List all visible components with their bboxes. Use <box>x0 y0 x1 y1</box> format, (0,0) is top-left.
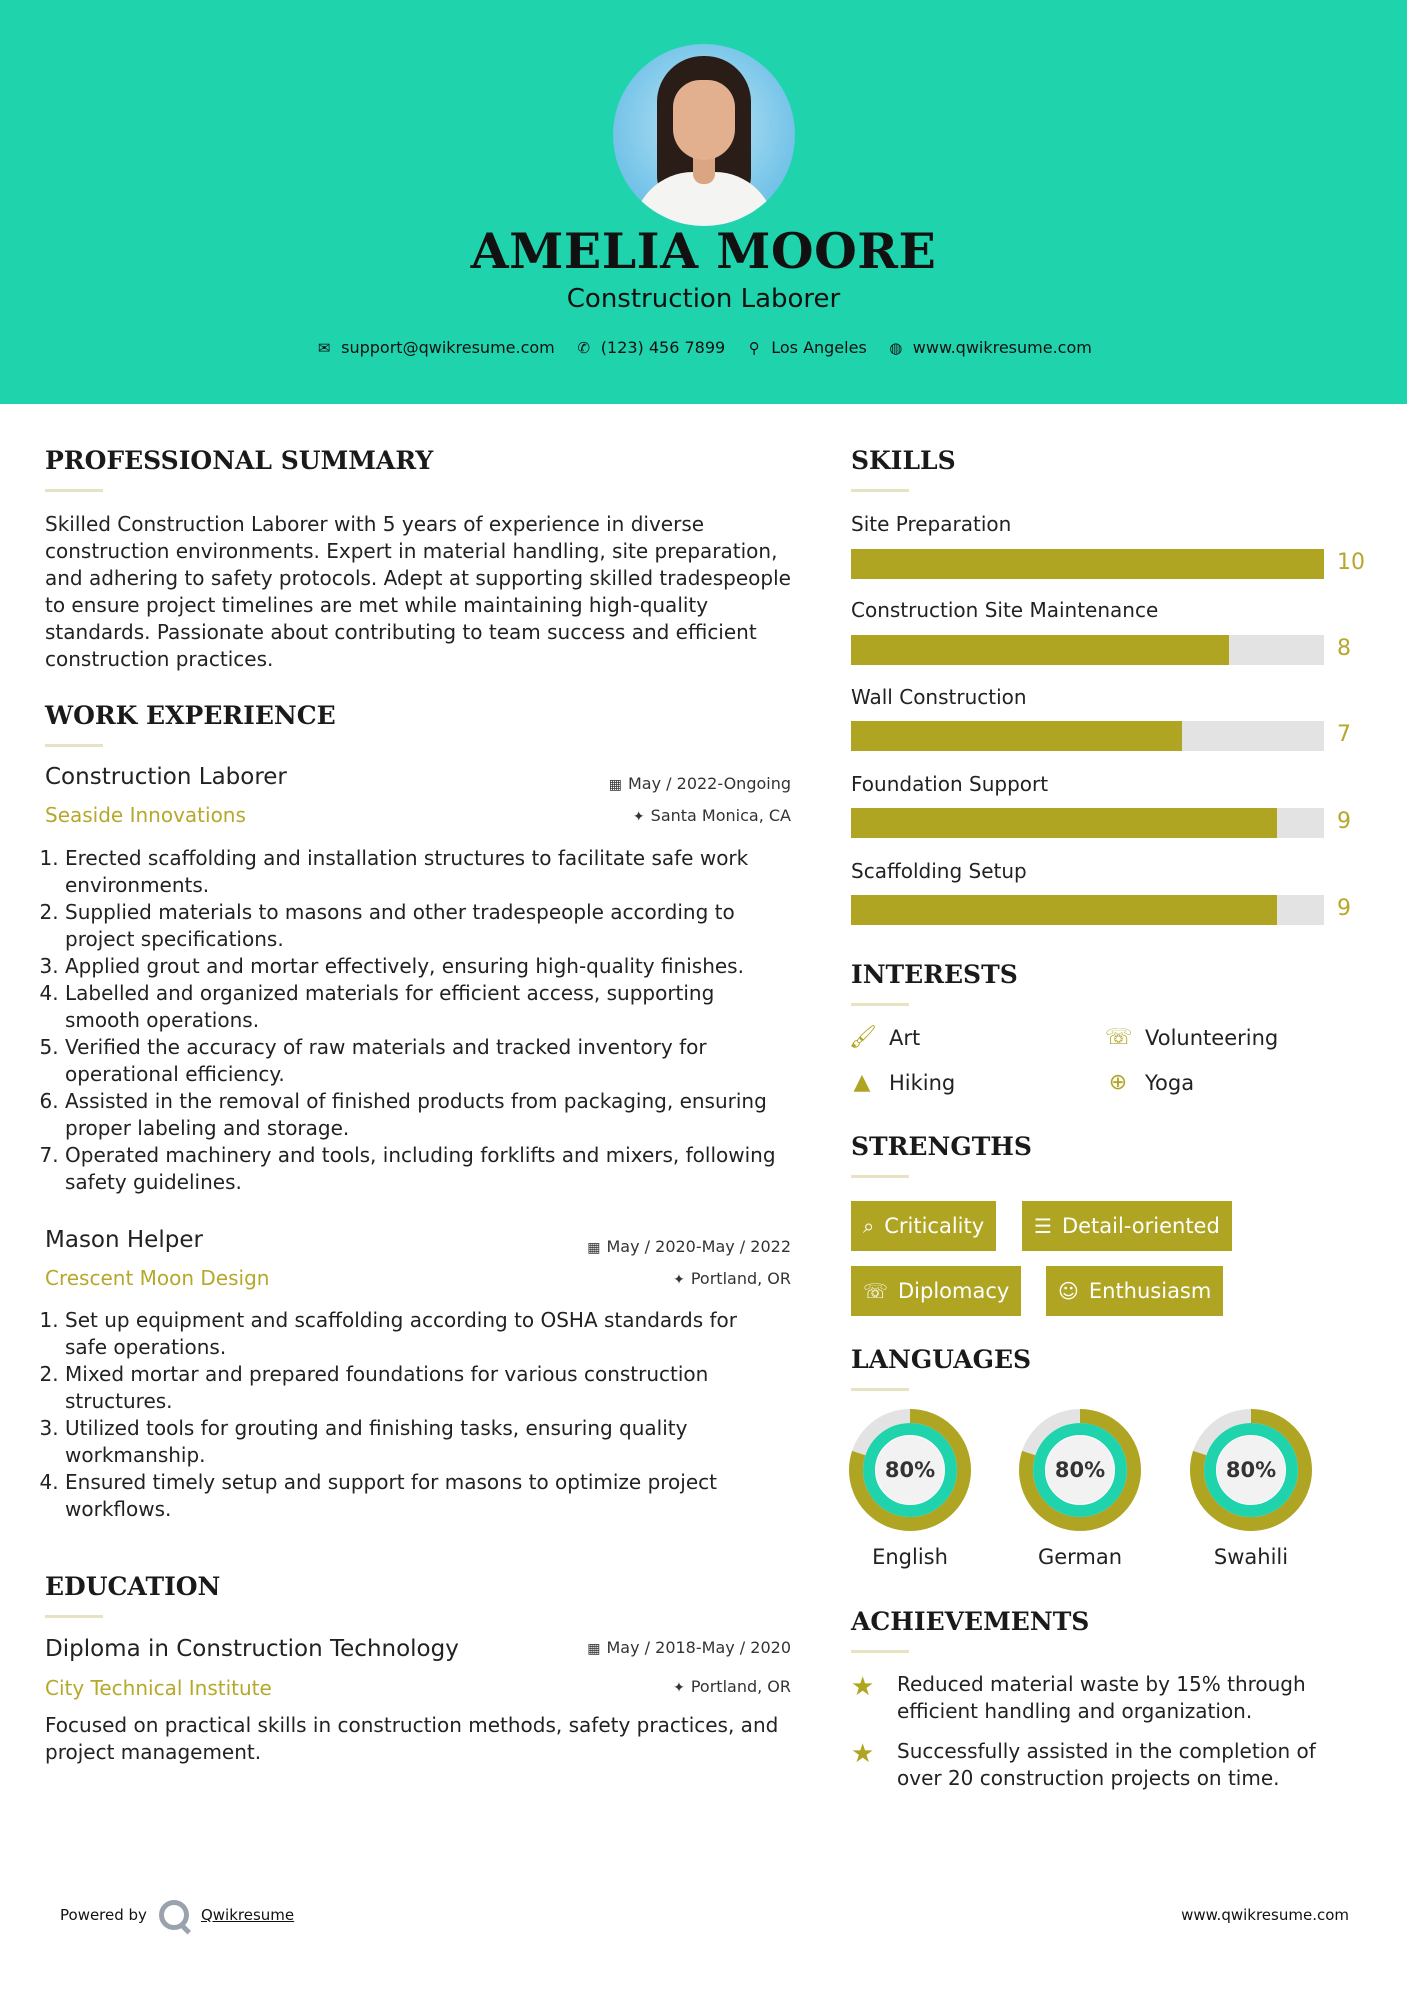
language-label: Swahili <box>1213 1545 1289 1569</box>
header-banner <box>0 0 1407 404</box>
pushpin-icon: ✦ <box>673 1272 685 1288</box>
list-item: 3. Utilized tools for grouting and finishing tasks, ensuring quality workmanship. <box>65 1415 785 1469</box>
contact-phone[interactable] <box>575 338 725 357</box>
list-item: 2. Supplied materials to masons and other tradespeople according to project specifications. <box>65 899 785 953</box>
list-item: 4. Ensured timely setup and support for masons to optimize project workflows. <box>65 1469 785 1523</box>
interests-heading: INTERESTS <box>851 960 1018 989</box>
calendar-icon: ▦ <box>608 777 622 793</box>
degree-title: Diploma in Construction Technology <box>45 1636 459 1662</box>
school-name: City Technical Institute <box>45 1676 272 1700</box>
summary-heading: PROFESSIONAL SUMMARY <box>45 446 434 475</box>
star-icon: ★ <box>851 1672 875 1702</box>
skill-bar-fill <box>851 635 1229 665</box>
skill-bar <box>851 808 1324 838</box>
search-icon: ⌕ <box>863 1214 875 1238</box>
list-item: 1. Set up equipment and scaffolding according to OSHA standards for safe operations. <box>65 1307 785 1361</box>
skill-bar-fill <box>851 808 1277 838</box>
job-company: Seaside Innovations <box>45 803 246 827</box>
list-item: 5. Verified the accuracy of raw materials and tracked inventory for operational efficiency. <box>65 1034 785 1088</box>
skill-value: 10 <box>1337 550 1365 575</box>
language-donut <box>1190 1409 1312 1531</box>
skill-label: Site Preparation <box>851 512 1012 536</box>
skill-value: 8 <box>1337 636 1351 661</box>
strengths-heading: STRENGTHS <box>851 1132 1032 1161</box>
interest-item: ▲ Hiking <box>849 1070 955 1095</box>
job-title: Mason Helper <box>45 1227 203 1253</box>
pushpin-icon: ✦ <box>673 1680 685 1696</box>
star-icon: ★ <box>851 1739 875 1769</box>
phone-icon: ✆ <box>577 338 591 357</box>
strength-badge: ☺ Enthusiasm <box>1046 1266 1223 1316</box>
handshake-icon: ☏ <box>1105 1025 1133 1050</box>
skill-bar <box>851 549 1324 579</box>
achievements-heading: ACHIEVEMENTS <box>851 1607 1090 1636</box>
education-heading: EDUCATION <box>45 1572 221 1601</box>
section-divider <box>45 1615 103 1618</box>
education-text: Focused on practical skills in construction methods, safety practices, and project management. <box>45 1713 779 1764</box>
language-percent: 80% <box>1225 1458 1277 1482</box>
list-item: 1. Erected scaffolding and installation structures to facilitate safe work environments. <box>65 845 785 899</box>
summary-text: Skilled Construction Laborer with 5 years of experience in diverse construction environments. Expert in material handling, site preparation, and adhering to safety protocols. Adept at supporting skilled tradespeople to ensure project timelines are met while maintaining high-quality standards. Passionate about contributing to team success and efficient construction practices. <box>45 512 791 671</box>
section-divider <box>45 489 103 492</box>
profile-photo <box>613 44 795 226</box>
contact-bar <box>0 338 1407 357</box>
strength-badge: ⌕ Criticality <box>851 1201 996 1251</box>
job-company: Crescent Moon Design <box>45 1266 270 1290</box>
contact-website[interactable] <box>887 338 1092 357</box>
skill-value: 9 <box>1337 809 1351 834</box>
strength-badge: ☏ Diplomacy <box>851 1266 1021 1316</box>
section-divider <box>851 1388 909 1391</box>
skill-bar <box>851 895 1324 925</box>
section-divider <box>851 1650 909 1653</box>
skill-value: 7 <box>1337 722 1351 747</box>
skill-bar-fill <box>851 895 1277 925</box>
list-item: 3. Applied grout and mortar effectively, ensuring high-quality finishes. <box>65 953 785 980</box>
calendar-icon: ▦ <box>587 1240 601 1256</box>
job-title: Construction Laborer <box>45 764 287 790</box>
job-bullets <box>45 845 785 1196</box>
job-bullets <box>45 1307 785 1523</box>
achievement-item: ★ Successfully assisted in the completion of over 20 construction projects on time. <box>851 1739 1316 1790</box>
skill-value: 9 <box>1337 896 1351 921</box>
contact-location <box>745 338 867 357</box>
phone-text: (123) 456 7899 <box>600 338 726 357</box>
pushpin-icon: ✦ <box>632 809 645 825</box>
skill-bar-fill <box>851 721 1182 751</box>
skill-bar <box>851 635 1324 665</box>
website-text: www.qwikresume.com <box>912 338 1092 357</box>
skill-bar <box>851 721 1324 751</box>
email-text: support@qwikresume.com <box>341 338 555 357</box>
experience-heading: WORK EXPERIENCE <box>45 701 336 730</box>
skill-bar-fill <box>851 549 1324 579</box>
location-text: Los Angeles <box>771 338 867 357</box>
language-percent: 80% <box>1054 1458 1106 1482</box>
language-label: German <box>1037 1545 1123 1569</box>
footer-website[interactable]: www.qwikresume.com <box>1181 1906 1349 1924</box>
calendar-icon: ▦ <box>587 1641 601 1657</box>
lifebuoy-icon: ⊕ <box>1108 1070 1128 1095</box>
list-item: 7. Operated machinery and tools, including forklifts and mixers, following safety guidelines. <box>65 1142 785 1196</box>
list-item: 4. Labelled and organized materials for efficient access, supporting smooth operations. <box>65 980 785 1034</box>
interest-item: ☏ Volunteering <box>1105 1025 1279 1050</box>
education-dates: ▦ May / 2018-May / 2020 <box>587 1638 791 1657</box>
footer-branding <box>60 1900 294 1930</box>
tree-icon: ▲ <box>853 1070 871 1095</box>
job-dates: ▦ May / 2022-Ongoing <box>608 774 791 793</box>
language-donut <box>1019 1409 1141 1531</box>
handshake-icon: ☏ <box>863 1279 889 1303</box>
language-percent: 80% <box>884 1458 936 1482</box>
candidate-name: AMELIA MOORE <box>470 222 937 280</box>
education-location: ✦ Portland, OR <box>673 1677 791 1696</box>
section-divider <box>851 1175 909 1178</box>
language-donut <box>849 1409 971 1531</box>
smile-icon: ☺ <box>1058 1279 1079 1303</box>
interest-item: ⊕ Yoga <box>1105 1070 1194 1095</box>
skill-label: Foundation Support <box>851 772 1049 796</box>
languages-heading: LANGUAGES <box>851 1345 1032 1374</box>
job-dates: ▦ May / 2020-May / 2022 <box>587 1237 791 1256</box>
achievement-item: ★ Reduced material waste by 15% through efficient handling and organization. <box>851 1672 1306 1723</box>
skills-heading: SKILLS <box>851 446 956 475</box>
envelope-icon: ✉ <box>317 338 331 357</box>
job-location: ✦ Portland, OR <box>673 1269 791 1288</box>
skill-label: Construction Site Maintenance <box>851 598 1159 622</box>
list-item: 6. Assisted in the removal of finished products from packaging, ensuring proper labeling and storage. <box>65 1088 785 1142</box>
list-icon: ☰ <box>1034 1214 1052 1238</box>
candidate-title: Construction Laborer <box>566 284 841 314</box>
job-location: ✦ Santa Monica, CA <box>632 806 791 825</box>
qwikresume-logo-icon <box>159 1900 189 1930</box>
section-divider <box>45 744 103 747</box>
skill-label: Scaffolding Setup <box>851 859 1027 883</box>
language-label: English <box>872 1545 948 1569</box>
brand-link[interactable]: Qwikresume <box>200 1906 295 1924</box>
paintbrush-icon: 🖌 <box>849 1025 877 1050</box>
skill-label: Wall Construction <box>851 685 1027 709</box>
powered-by-text: Powered by <box>60 1906 147 1924</box>
map-pin-icon: ⚲ <box>748 338 760 357</box>
list-item: 2. Mixed mortar and prepared foundations for various construction structures. <box>65 1361 785 1415</box>
strength-badge: ☰ Detail-oriented <box>1022 1201 1232 1251</box>
interest-item: 🖌 Art <box>849 1025 921 1050</box>
contact-email[interactable] <box>315 338 555 357</box>
section-divider <box>851 1003 909 1006</box>
globe-icon: ◍ <box>889 338 903 357</box>
section-divider <box>851 489 909 492</box>
